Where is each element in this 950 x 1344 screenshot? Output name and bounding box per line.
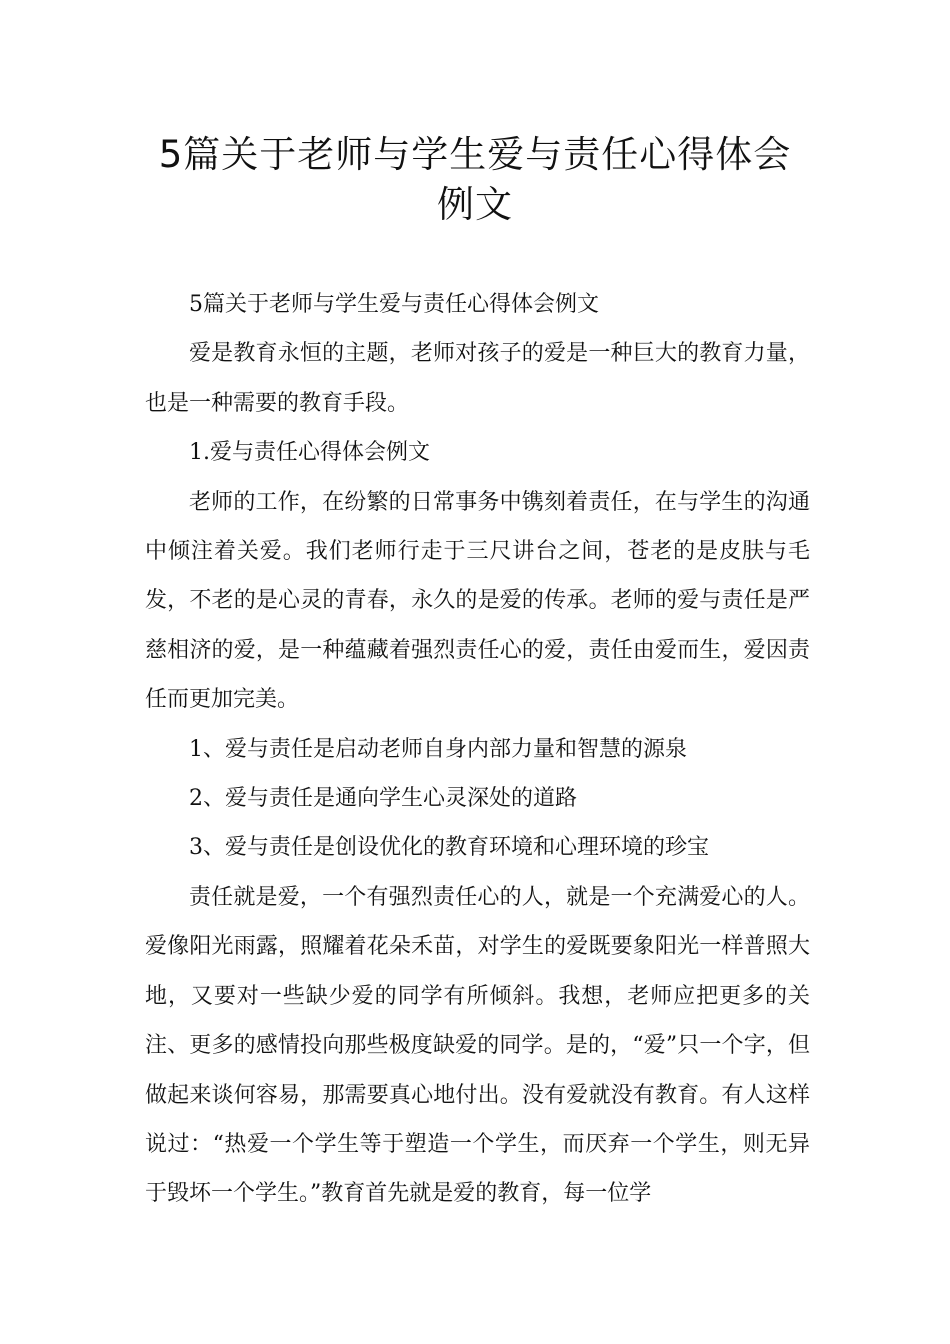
document-body bbox=[145, 280, 810, 1219]
paragraph-responsibility-love: 责任就是爱，一个有强烈责任心的人，就是一个充满爱心的人。爱像阳光雨露，照耀着花朵禾苗，对学生的爱既要象阳光一样普照大地，又要对一些缺少爱的同学有所倾斜。我想，老师应把更多的关注、更多的感情投向那些极度缺爱的同学。是的，“爱”只一个字，但做起来谈何容易，那需要真心地付出。没有爱就没有教育。有人这样说过：“热爱一个学生等于塑造一个学生，而厌弃一个学生，则无异于毁坏一个学生。”教育首先就是爱的教育，每一位学 bbox=[145, 884, 810, 1207]
list-item-3: 3、爱与责任是创设优化的教育环境和心理环境的珍宝 bbox=[189, 835, 709, 861]
paragraph-intro: 爱是教育永恒的主题，老师对孩子的爱是一种巨大的教育力量，也是一种需要的教育手段。 bbox=[145, 341, 810, 416]
document-title-line1: 5篇关于老师与学生爱与责任心得体会 bbox=[158, 133, 792, 176]
list-item-2: 2、爱与责任是通向学生心灵深处的道路 bbox=[189, 786, 577, 812]
paragraph-subtitle: 5篇关于老师与学生爱与责任心得体会例文 bbox=[189, 292, 599, 317]
paragraph-section-heading: 1.爱与责任心得体会例文 bbox=[189, 440, 430, 466]
document-title-line2: 例文 bbox=[437, 183, 513, 226]
paragraph-teacher-work: 老师的工作，在纷繁的日常事务中镌刻着责任，在与学生的沟通中倾注着关爱。我们老师行走于三尺讲台之间，苍老的是皮肤与毛发，不老的是心灵的青春，永久的是爱的传承。老师的爱与责任是严慈相济的爱，是一种蕴藏着强烈责任心的爱，责任由爱而生，爱因责任而更加完美。 bbox=[145, 489, 810, 713]
list-item-1: 1、爱与责任是启动老师自身内部力量和智慧的源泉 bbox=[189, 736, 687, 762]
